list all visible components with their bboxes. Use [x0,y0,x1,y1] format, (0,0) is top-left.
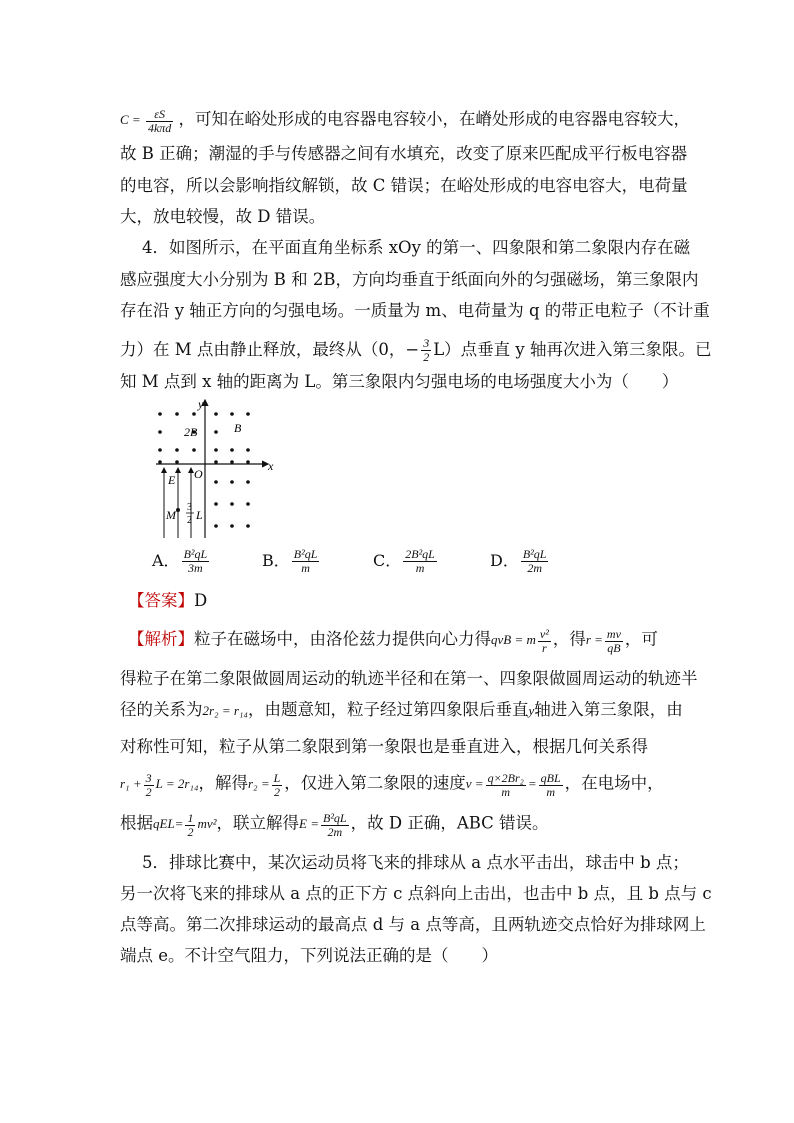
option-letter: D． [490,551,519,570]
para1-line2: 故 B 正确；潮湿的手与传感器之间有水填充，改变了原来匹配成平行板电容器 [120,144,688,163]
eq-frac [539,772,563,799]
text: 轴进入第三象限，由 [534,700,683,719]
analysis-line6 [120,812,686,839]
frac-den: 2m [327,825,343,839]
analysis-line5 [120,772,686,799]
formula-fraction [146,108,173,135]
frac-num: B²qL [322,811,347,825]
text: ，可 [624,629,658,649]
option-fraction [182,548,210,575]
frac-den: m [546,785,555,799]
option-b[interactable] [262,548,321,575]
text: ，故 D 正确，ABC 错误。 [350,813,549,833]
eq-frac [272,772,283,799]
eq-frac [605,628,623,655]
frac-num: B²qL [183,547,208,561]
q4-line4-a: 力）在 M 点由静止释放，最终从（0，− [120,340,420,359]
text: ，得 [552,629,586,649]
option-fraction [403,548,437,575]
frac-num: mv [606,627,621,641]
eq: 2r₂ = r₁₄ [202,703,248,718]
frac-den: 2 [187,825,194,839]
option-d[interactable] [490,548,550,575]
q4-line1: 4．如图所示，在平面直角坐标系 xOy 的第一、四象限和第二象限内存在磁 [142,238,691,257]
frac-den: 2m [527,561,542,575]
frac-den: 3m [188,561,203,575]
frac-num: 3 [145,771,152,785]
frac-den: 2 [273,785,280,799]
text: 根据 [120,813,153,833]
q4-line3: 存在沿 y 轴正方向的匀强电场。一质量为 m、电荷量为 q 的带正电粒子（不计重 [120,301,710,320]
q5-line1: 5．排球比赛中，某次运动员将飞来的排球从 a 点水平击出，球击中 b 点； [142,853,689,872]
text: ，仅进入第二象限的速度 [284,773,466,793]
eq-part: mv² [197,816,217,832]
frac-num: εS [146,108,173,122]
text: ，联立解得 [216,813,300,833]
label-e: E [168,473,176,487]
frac-den: 4kπd [147,121,172,135]
label-o: O [194,467,203,481]
answer-line [128,591,694,611]
answer-value: D [194,591,208,610]
option-fraction [521,548,549,575]
label-x: x [268,459,274,473]
q4-fraction [421,337,431,364]
option-c[interactable] [373,548,439,575]
frac-num: L [273,771,281,785]
text: ，由题意知，粒子经过第四象限后垂直 [247,700,529,719]
frac-den: m [301,561,310,575]
eq [247,771,284,799]
analysis-line1 [128,628,694,655]
frac-num: 1 [187,811,194,825]
frac-den: m [415,561,425,575]
eq [491,627,553,655]
label-frac-den: 2 [187,515,192,526]
eq-part: = [527,776,537,792]
eq-part: r = [585,632,603,648]
eq-frac [486,772,526,799]
q4-line4 [120,336,712,364]
q4-line4-b: L）点垂直 y 轴再次进入第三象限。已 [433,340,712,359]
frac-num: 2B²qL [405,547,435,561]
analysis-line4: 对称性可知，粒子从第二象限到第一象限也是垂直进入，根据几何关系得 [120,737,648,756]
frac-num: B²qL [522,547,547,561]
option-fraction [292,548,320,575]
label-m: M [166,508,176,522]
text: 粒子在磁场中，由洛伦兹力提供向心力得 [194,629,491,649]
frac-num: v² [539,627,549,641]
q5-line4: 端点 e。不计空气阻力，下列说法正确的是（ ） [120,946,499,965]
label-l: L [196,508,203,522]
text: ，解得 [198,773,248,793]
analysis-line3 [120,700,686,721]
eq-frac [144,772,154,799]
answer-tag: 【答案】 [128,591,194,610]
field-dots-q4 [214,480,250,528]
eq-part: qvB = m [491,632,536,648]
frac-num: B²qL [293,547,318,561]
frac-num: qBL [540,771,561,785]
frac-den: 2 [423,350,430,364]
eq-part: E = [299,816,319,832]
eq-part: r₁ + [120,776,142,792]
formula-lhs: C = [120,112,141,128]
option-letter: B． [262,551,290,570]
para1-line1 [120,107,691,135]
para1-text: ，可知在峪处形成的电容器电容较小，在嵴处形成的电容器电容较大， [178,109,691,129]
eq-part: L = 2r₁₄ [155,776,199,792]
frac-num: 3 [423,336,430,350]
text: 径的关系为 [120,700,203,719]
eq-frac [321,812,349,839]
eq-part: v = [465,776,484,792]
q4-line2: 感应强度大小分别为 B 和 2B，方向均垂直于纸面向外的匀强磁场，第三象限内 [120,270,699,289]
para1-line3: 的电容，所以会影响指纹解锁，故 C 错误；在峪处形成的电容电容大，电荷量 [120,176,688,195]
eq-part: qEL= [153,816,184,832]
para1-line4: 大，放电较慢，故 D 错误。 [120,207,326,226]
label-b: B [234,421,242,435]
option-a[interactable] [152,548,211,575]
label-2b: 2B [184,425,198,439]
eq-part: r₂ = [247,776,270,792]
q5-line3: 点等高。第二次排球运动的最高点 d 与 a 点等高，且两轨迹交点恰好为排球网上 [120,915,706,934]
label-frac-num: 3 [187,502,192,513]
frac-num: q×2Br₂ [487,771,524,785]
q4-line5: 知 M 点到 x 轴的距离为 L。第三象限内匀强电场的电场强度大小为（ ） [120,372,679,391]
eq-frac [538,628,551,655]
field-dots-q1 [214,412,250,464]
frac-den: 2 [145,785,152,799]
eq-frac [185,812,195,839]
q5-line2: 另一次将飞来的排球从 a 点的正下方 c 点斜向上击出，也击中 b 点，且 b 点与 c [120,884,712,903]
frac-den: m [501,785,511,799]
eq [120,771,199,799]
option-letter: C． [373,551,402,570]
text: ，在电场中， [564,773,664,793]
eq [465,771,565,799]
analysis-tag: 【解析】 [128,629,194,649]
label-y: y [198,398,204,411]
frac-den: qB [607,641,621,655]
frac-den: r [542,641,547,655]
option-letter: A． [152,551,180,570]
capacitance-formula [120,107,179,135]
eq [585,627,625,655]
eq: y [528,703,535,718]
point-m [176,508,180,512]
eq [153,811,217,839]
eq [299,811,351,839]
field-diagram [150,398,280,543]
analysis-line2: 得粒子在第二象限做圆周运动的轨迹半径和在第一、四象限做圆周运动的轨迹半 [120,669,698,688]
